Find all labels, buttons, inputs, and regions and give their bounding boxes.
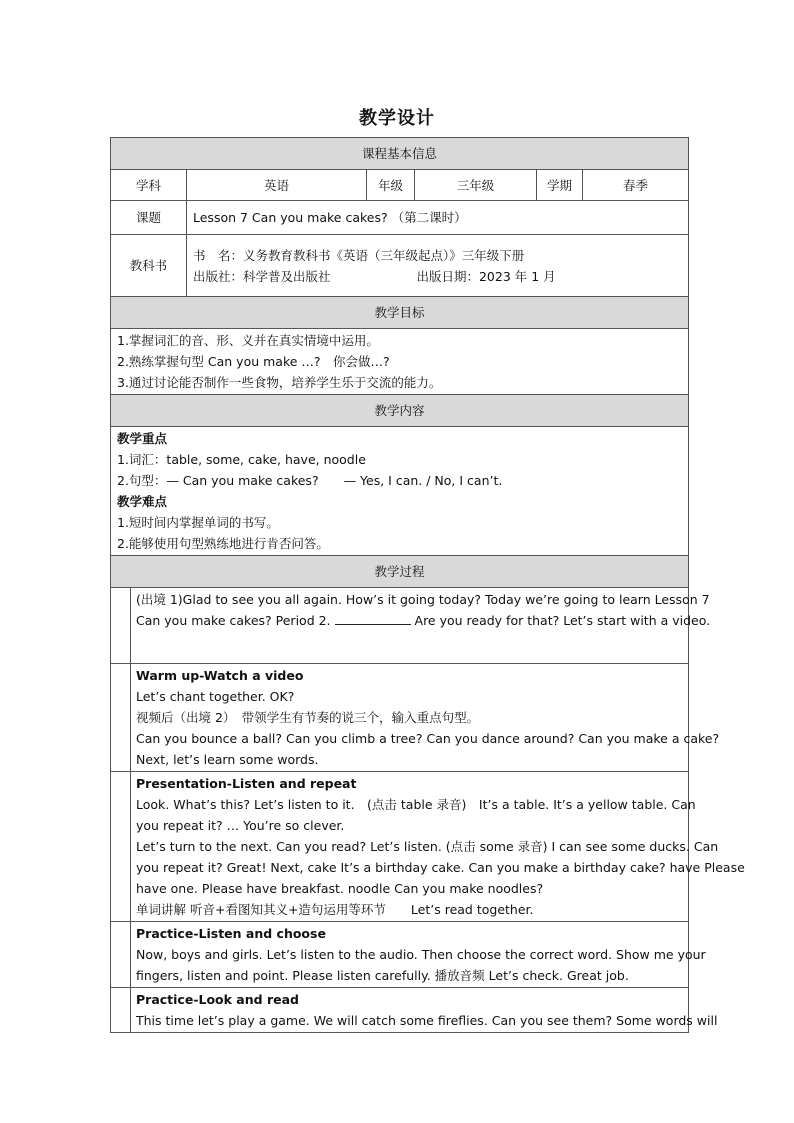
course-info-header: 课程基本信息 — [111, 138, 689, 170]
intro-line — [136, 610, 711, 631]
presentation-line: Let’s turn to the next. Can you read? Let’s listen. (点击 some 录音) I can see some ducks. Can — [136, 839, 719, 854]
objective-item: 1.掌握词汇的音、形、义并在真实情境中运用。 — [117, 333, 379, 348]
content-header: 教学内容 — [111, 395, 689, 427]
process-margin — [111, 988, 131, 1033]
difficulty-item: 1.短时间内掌握单词的书写。 — [117, 515, 279, 530]
warmup-line: Can you bounce a ball? Can you climb a tree? Can you dance around? Can you make a cake? — [136, 731, 720, 746]
presentation-line: Look. What’s this? Let’s listen to it. (点击 table 录音) It’s a table. It’s a yellow table. Can — [136, 797, 696, 812]
warmup-line: Let’s chant together. OK? — [136, 689, 295, 704]
difficulty-item: 2.能够使用句型熟练地进行肯否问答。 — [117, 536, 329, 551]
lesson-value: Lesson 7 Can you make cakes? （第二课时） — [187, 201, 689, 235]
intro-line-end: Are you ready for that? Let’s start with a video. — [414, 613, 711, 628]
textbook-name: 书 名：义务教育教科书《英语（三年级起点）》三年级下册 — [193, 247, 525, 263]
key-points-title: 教学重点 — [117, 431, 168, 446]
key-point-item: 2.句型：— Can you make cakes? — Yes, I can. / No, I can’t. — [117, 473, 503, 488]
process-header: 教学过程 — [111, 556, 689, 588]
subject-value: 英语 — [187, 170, 367, 201]
process-intro — [131, 588, 711, 664]
grade-label: 年级 — [367, 170, 415, 201]
practice-listen-line: Now, boys and girls. Let’s listen to the audio. Then choose the correct word. Show me your — [136, 947, 706, 962]
practice-read-section — [131, 988, 718, 1033]
practice-read-line: This time let’s play a game. We will catch some fireflies. Can you see them? Some words will — [136, 1013, 718, 1028]
intro-line: (出境 1)Glad to see you all again. How’s it going today? Today we’re going to learn Lesson 7 — [136, 592, 710, 607]
publisher: 出版社：科学普及出版社 — [193, 268, 331, 284]
content-body — [111, 427, 689, 556]
presentation-section — [131, 772, 745, 922]
presentation-line: have one. Please have breakfast. noodle Can you make noodles? — [136, 881, 544, 896]
lesson-plan-table — [110, 137, 745, 1033]
subject-label: 学科 — [111, 170, 187, 201]
practice-read-title: Practice-Look and read — [136, 992, 299, 1007]
process-margin — [111, 772, 131, 922]
warmup-line: Next, let’s learn some words. — [136, 752, 319, 767]
warmup-title: Warm up-Watch a video — [136, 668, 304, 683]
process-margin — [111, 588, 131, 664]
term-label: 学期 — [537, 170, 583, 201]
term-value: 春季 — [583, 170, 689, 201]
warmup-section — [131, 664, 720, 772]
practice-listen-title: Practice-Listen and choose — [136, 926, 326, 941]
textbook-label: 教科书 — [111, 235, 187, 297]
objectives-header: 教学目标 — [111, 297, 689, 329]
lesson-label: 课题 — [111, 201, 187, 235]
publisher-line — [193, 266, 682, 287]
publish-date: 出版日期：2023 年 1 月 — [416, 268, 556, 284]
warmup-line: 视频后（出境 2） 带领学生有节奏的说三个，输入重点句型。 — [136, 710, 480, 725]
presentation-line: 单词讲解 听音+看图知其义+造句运用等环节 Let’s read together. — [136, 902, 534, 917]
presentation-title: Presentation-Listen and repeat — [136, 776, 357, 791]
objective-item: 3.通过讨论能否制作一些食物，培养学生乐于交流的能力。 — [117, 375, 442, 390]
objective-item: 2.熟练掌握句型 Can you make …? 你会做…? — [117, 354, 390, 369]
textbook-info — [187, 235, 689, 297]
grade-value: 三年级 — [415, 170, 537, 201]
difficulties-title: 教学难点 — [117, 494, 168, 509]
objectives-list — [111, 329, 689, 395]
fill-blank — [335, 612, 411, 625]
page-title: 教学设计 — [359, 108, 435, 129]
intro-line-start: Can you make cakes? Period 2. — [136, 613, 331, 628]
process-margin — [111, 922, 131, 988]
practice-listen-section — [131, 922, 706, 988]
key-point-item: 1.词汇：table, some, cake, have, noodle — [117, 452, 366, 467]
presentation-line: you repeat it? … You’re so clever. — [136, 818, 345, 833]
process-margin — [111, 664, 131, 772]
practice-listen-line: fingers, listen and point. Please listen carefully. 播放音频 Let’s check. Great job. — [136, 968, 629, 983]
presentation-line: you repeat it? Great! Next, cake It’s a birthday cake. Can you make a birthday cake? have Please — [136, 860, 745, 875]
